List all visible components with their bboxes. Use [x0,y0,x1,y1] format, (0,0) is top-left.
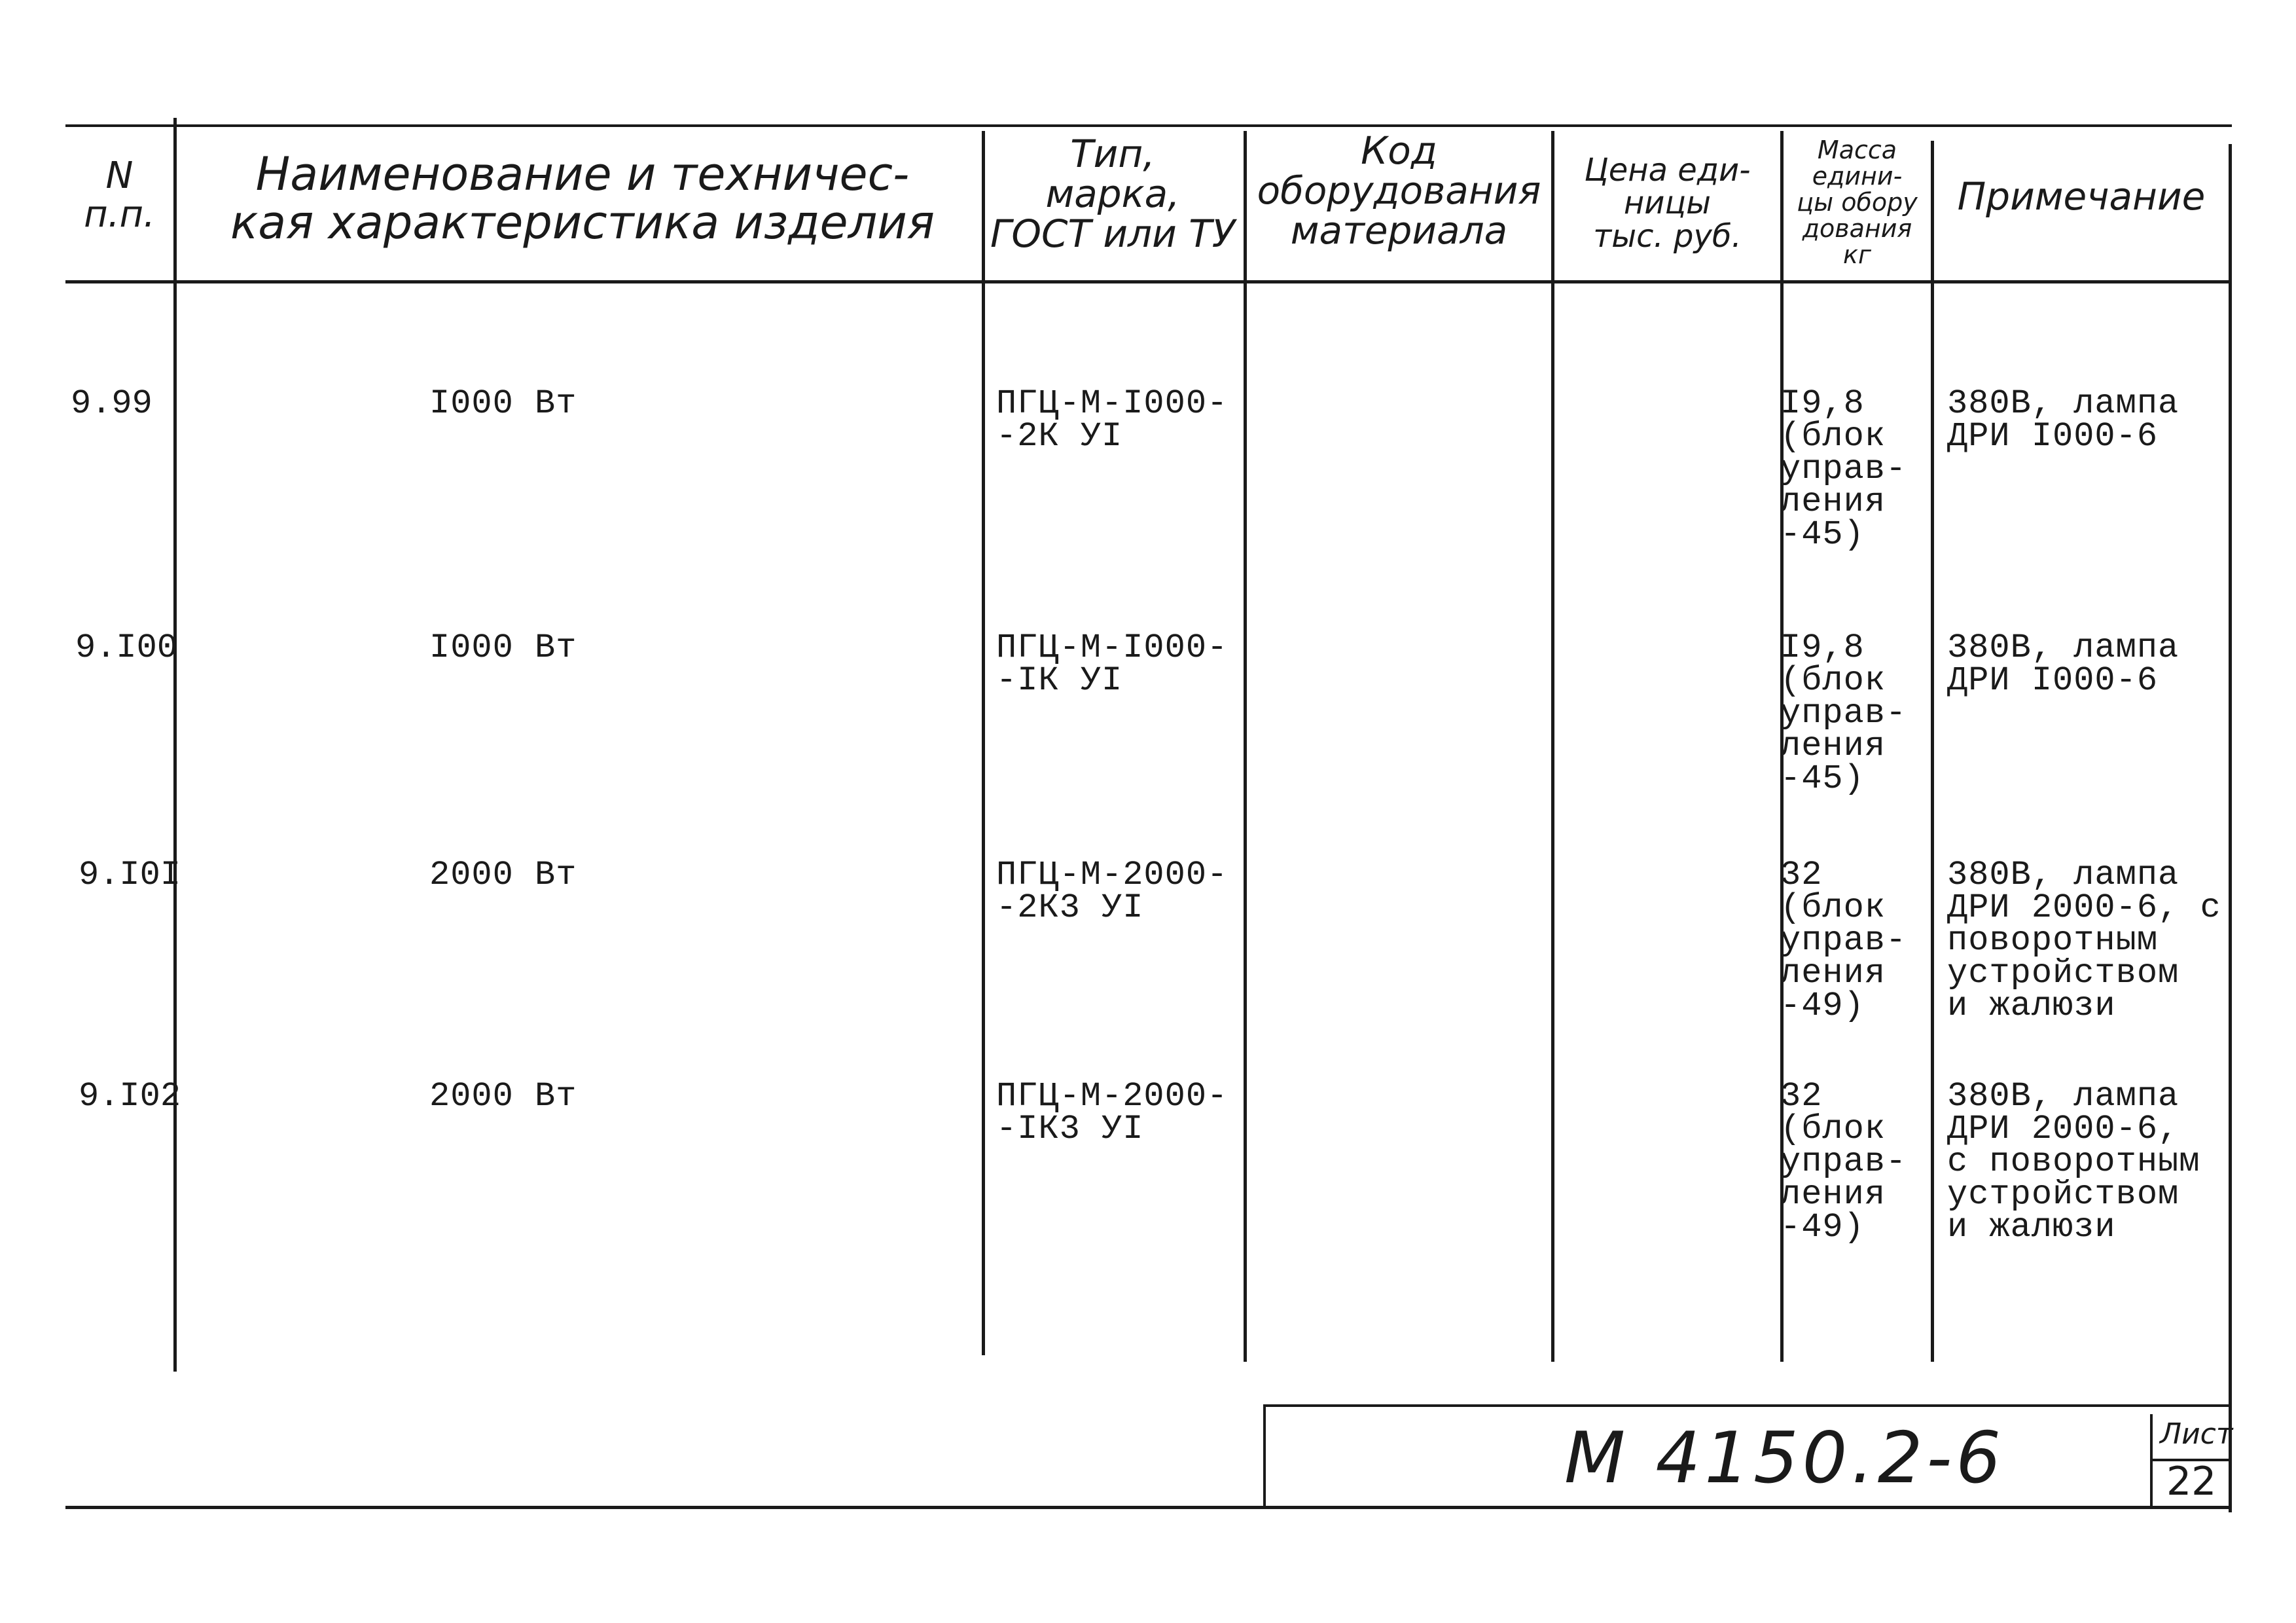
row-3-name: 2000 Вт [429,856,577,894]
header-name: Наименование и техничес- кая характеристика изделия [230,147,935,249]
stamp-top-border [1263,1404,2232,1407]
row-3-num: 9.I0I [79,856,181,894]
header-code: Код оборудования материала [1257,128,1541,253]
header-bottom-border [65,280,2232,283]
sheet-number: 22 [2166,1459,2217,1504]
table-top-border [65,124,2232,127]
row-2-num: 9.I00 [75,629,178,667]
row-2-name: I000 Вт [429,629,577,667]
page-bottom-border [65,1506,2232,1509]
row-1-note: 380В, лампа ДРИ I000-6 [1947,384,2179,456]
row-1-num: 9.99 [71,384,152,423]
col-divider-name [982,131,985,1355]
row-4-mass: 32 (блок управ- ления -49) [1780,1077,1907,1247]
col-divider-num [173,118,177,1372]
header-note: Примечание [1957,174,2206,219]
header-price: Цена еди- ницы тыс. руб. [1584,152,1751,255]
row-3-note: 380В, лампа ДРИ 2000-6, с поворотным устройством и жалюзи [1947,856,2221,1025]
row-4-type: ПГЦ-М-2000- -IК3 УI [996,1077,1229,1148]
row-2-type: ПГЦ-М-I000- -IК УI [996,629,1229,700]
col-divider-right [2229,144,2232,1512]
stamp-left-border [1263,1404,1266,1509]
col-divider-type [1244,131,1247,1362]
stamp-sheet-divider [2150,1414,2153,1509]
row-3-mass: 32 (блок управ- ления -49) [1780,856,1907,1025]
sheet-label: Лист [2160,1417,2233,1451]
header-type: Тип, марка, ГОСТ или ТУ [990,132,1235,256]
row-1-type: ПГЦ-М-I000- -2К УI [996,384,1229,456]
row-1-mass: I9,8 (блок управ- ления -45) [1780,384,1907,554]
row-2-note: 380В, лампа ДРИ I000-6 [1947,629,2179,700]
row-2-mass: I9,8 (блок управ- ления -45) [1780,629,1907,798]
row-4-num: 9.I02 [79,1077,181,1116]
col-divider-mass [1931,141,1934,1362]
document-code: М 4150.2-6 [1564,1417,2005,1499]
header-num: N п.п. [84,155,155,236]
row-4-note: 380В, лампа ДРИ 2000-6, с поворотным устройством и жалюзи [1947,1077,2200,1247]
row-4-name: 2000 Вт [429,1077,577,1116]
row-1-name: I000 Вт [429,384,577,423]
col-divider-code [1551,131,1554,1362]
row-3-type: ПГЦ-М-2000- -2К3 УI [996,856,1229,927]
header-mass: Масса едини- цы обору дования кг [1797,136,1918,269]
